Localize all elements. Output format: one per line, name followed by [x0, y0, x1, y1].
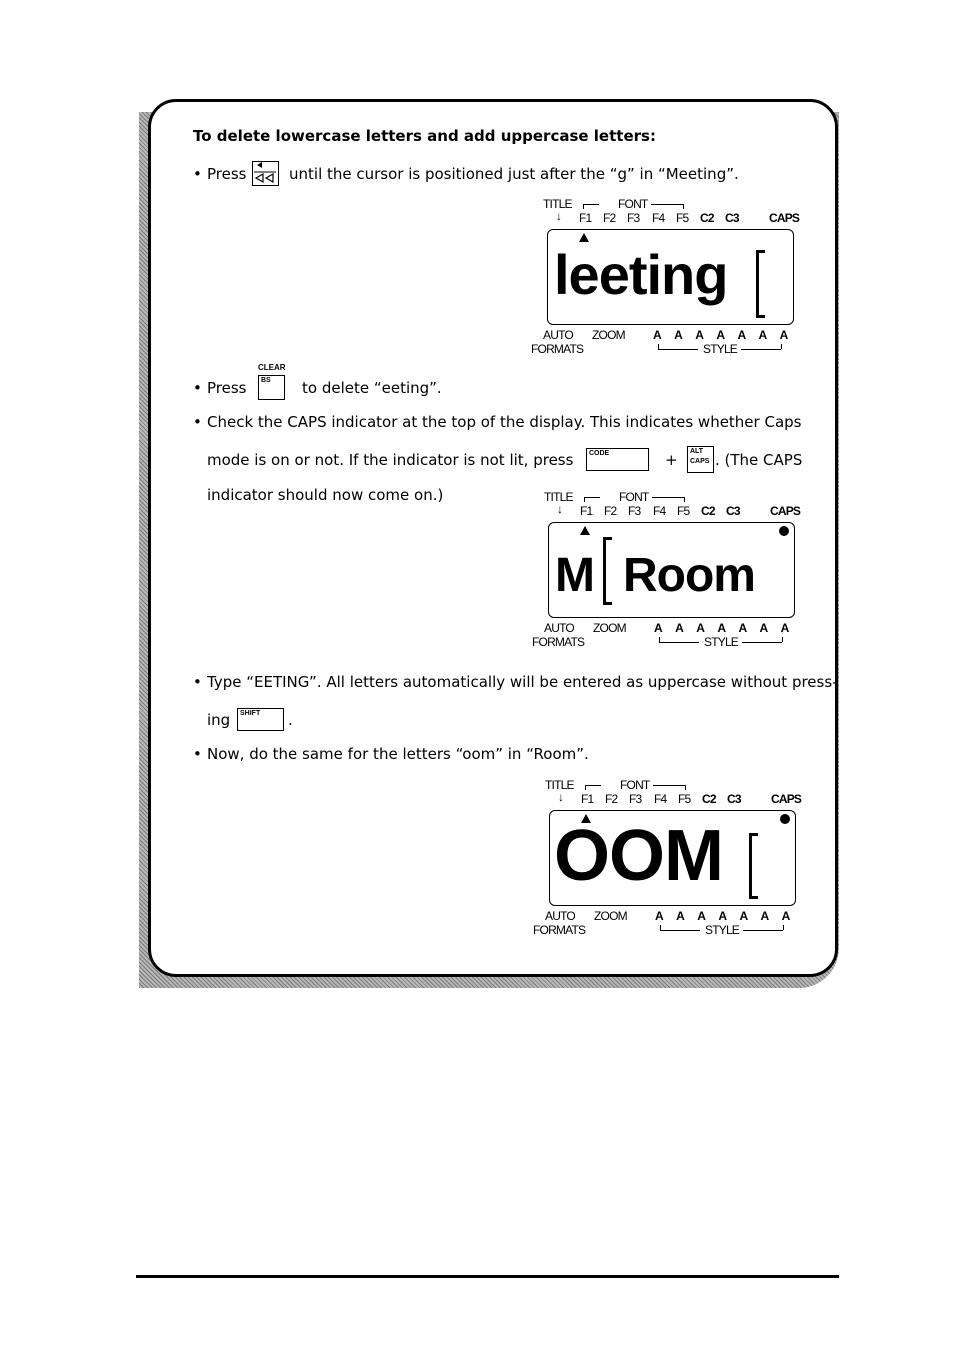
cursor-marker-icon	[579, 233, 589, 242]
lcd-display-2: TITLE FONT ↓ F1 F2 F3 F4 F5 C2 C3 CAPS M Room AUTO ZOOM A A A A A A A FORMATS STYLE	[532, 490, 801, 649]
caps-indicator-icon	[780, 814, 790, 824]
lcd-screen-2	[548, 522, 795, 618]
style-glyphs: A A A A A A A	[654, 621, 795, 635]
text-cursor	[603, 537, 612, 605]
lcd-text-meeting: leeting	[554, 243, 728, 306]
cursor-left-icon	[253, 162, 277, 184]
step-1-pre: Press	[207, 165, 247, 183]
backspace-key: BS	[258, 375, 285, 400]
lcd-text-oom: OOM	[554, 816, 723, 896]
text-cursor	[756, 250, 765, 318]
code-key: CODE	[586, 448, 649, 471]
lcd-text-m: M	[555, 549, 594, 602]
text-cursor	[749, 833, 758, 899]
lcd-text-room: Room	[623, 549, 755, 602]
cursor-left-key	[252, 161, 279, 186]
lcd-display-3: TITLE FONT ↓ F1 F2 F3 F4 F5 C2 C3 CAPS OOM AUTO ZOOM A A A A A A A FORMATS STYLE	[533, 778, 802, 937]
style-glyphs: A A A A A A A	[653, 328, 794, 342]
clear-key-label: CLEAR	[258, 363, 286, 372]
alt-caps-key: ALT CAPS	[687, 446, 714, 473]
lcd-display-1: TITLE FONT ↓ F1 F2 F3 F4 F5 C2 C3 CAPS leeting AUTO ZOOM A A A A A A A FORMATS STYLE	[531, 197, 800, 356]
style-glyphs: A A A A A A A	[655, 909, 796, 923]
caps-indicator-icon	[779, 526, 789, 536]
lcd-screen-3	[549, 810, 796, 906]
lcd-screen-1	[547, 229, 794, 325]
step-1-post: until the cursor is positioned just after the “g” in “Meeting”.	[289, 165, 739, 183]
footer-rule	[136, 1275, 839, 1278]
cursor-marker-icon	[580, 526, 590, 535]
section-heading: To delete lowercase letters and add uppercase letters:	[193, 127, 656, 145]
shift-key: SHIFT	[237, 708, 284, 731]
